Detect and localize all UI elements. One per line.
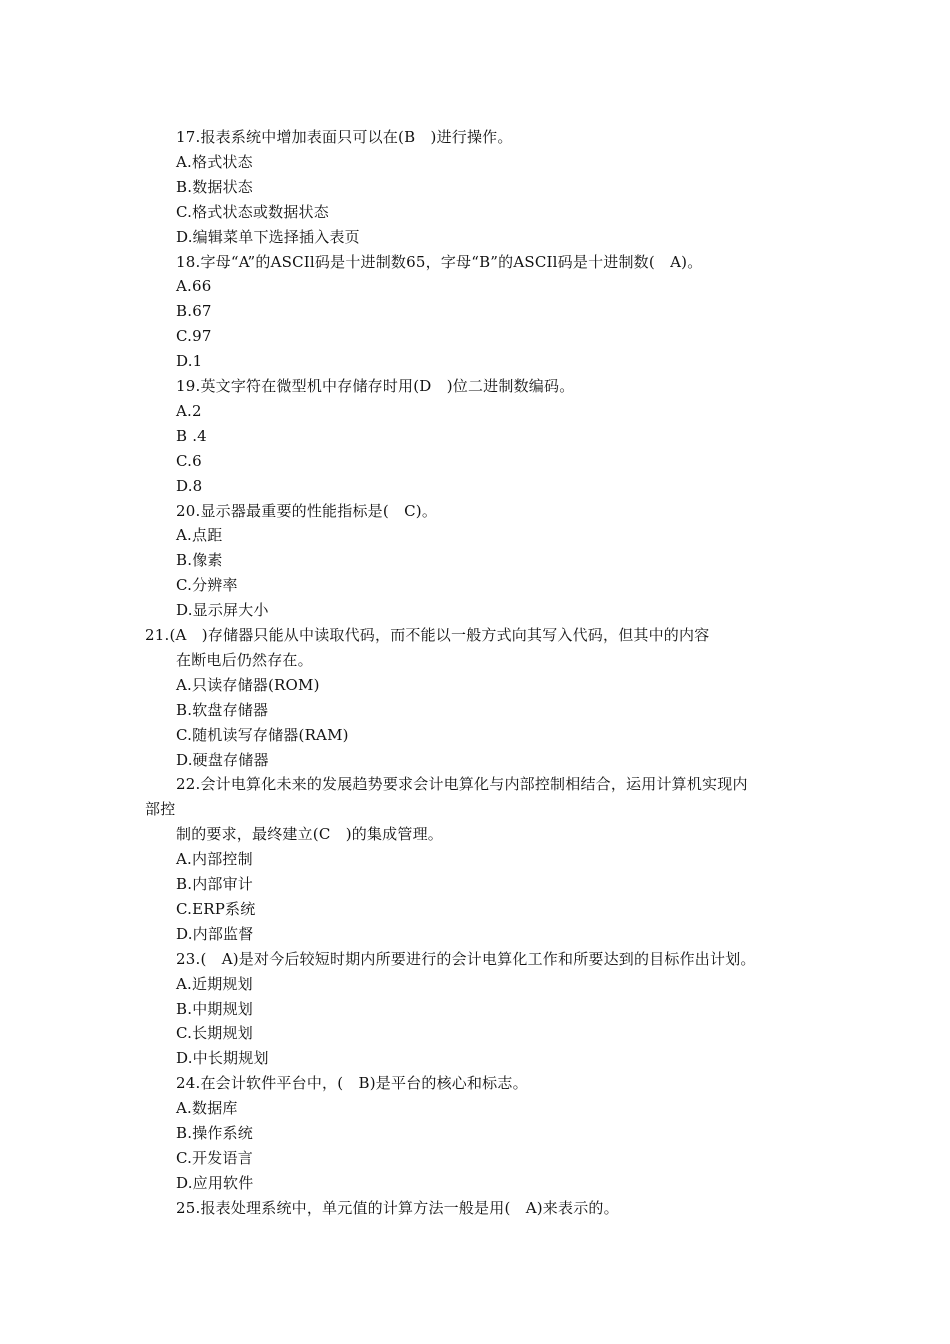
answer-option: B.软盘存储器 xyxy=(176,700,269,719)
answer-option: B.内部审计 xyxy=(176,875,253,893)
question-continuation: 在断电后仍然存在。 xyxy=(176,650,313,669)
question-text: 21.(A )存储器只能从中读取代码，而不能以一般方式向其写入代码，但其中的内容 xyxy=(145,626,710,644)
question-continuation: 制的要求，最终建立(C )的集成管理。 xyxy=(176,825,443,844)
answer-option: C.分辨率 xyxy=(176,576,238,595)
answer-option: B.操作系统 xyxy=(176,1124,253,1142)
answer-option: B.中期规划 xyxy=(176,999,253,1018)
answer-option: D.内部监督 xyxy=(176,924,254,943)
question-continuation: 部控 xyxy=(145,800,176,819)
answer-option: C.格式状态或数据状态 xyxy=(176,202,329,221)
question-text: 17.报表系统中增加表面只可以在(B )进行操作。 xyxy=(176,128,513,146)
answer-option: C.97 xyxy=(176,327,212,346)
answer-option: D.应用软件 xyxy=(176,1173,254,1192)
answer-option: B .4 xyxy=(176,426,207,445)
answer-option: A.数据库 xyxy=(176,1099,238,1118)
question-text: 20.显示器最重要的性能指标是( C)。 xyxy=(176,501,438,520)
question-text: 25.报表处理系统中，单元值的计算方法一般是用( A)来表示的。 xyxy=(176,1198,619,1217)
answer-option: A.内部控制 xyxy=(176,850,253,869)
answer-option: D.8 xyxy=(176,476,203,495)
answer-option: C.6 xyxy=(176,451,202,470)
answer-option: A.近期规划 xyxy=(176,974,253,993)
question-text: 24.在会计软件平台中，( B)是平台的核心和标志。 xyxy=(176,1074,528,1093)
answer-option: D.1 xyxy=(176,352,203,371)
answer-option: D.硬盘存储器 xyxy=(176,750,269,769)
answer-option: D.中长期规划 xyxy=(176,1049,269,1068)
answer-option: B.像素 xyxy=(176,551,223,570)
answer-option: C.随机读写存储器(RAM) xyxy=(176,725,349,744)
answer-option: C.ERP系统 xyxy=(176,899,256,918)
answer-option: B.67 xyxy=(176,302,212,321)
answer-option: C.长期规划 xyxy=(176,1024,253,1043)
answer-option: A.2 xyxy=(176,401,202,420)
answer-option: B.数据状态 xyxy=(176,177,253,196)
question-text: 18.字母“A”的ASCIl码是十进制数65，字母“B”的ASCIl码是十进制数( A)。 xyxy=(176,252,703,271)
answer-option: A.点距 xyxy=(176,526,223,545)
answer-option: D.显示屏大小 xyxy=(176,601,269,620)
answer-option: C.开发语言 xyxy=(176,1148,253,1167)
answer-option: D.编辑菜单下选择插入表页 xyxy=(176,227,360,246)
answer-option: A.格式状态 xyxy=(176,152,253,171)
question-text: 19.英文字符在微型机中存储存时用(D )位二进制数编码。 xyxy=(176,377,575,395)
answer-option: A.只读存储器(ROM) xyxy=(176,675,320,694)
question-text: 22.会计电算化未来的发展趋势要求会计电算化与内部控制相结合，运用计算机实现内 xyxy=(176,775,748,794)
answer-option: A.66 xyxy=(176,277,212,296)
question-text: 23.( A)是对今后较短时期内所要进行的会计电算化工作和所要达到的目标作出计划。 xyxy=(176,949,756,968)
